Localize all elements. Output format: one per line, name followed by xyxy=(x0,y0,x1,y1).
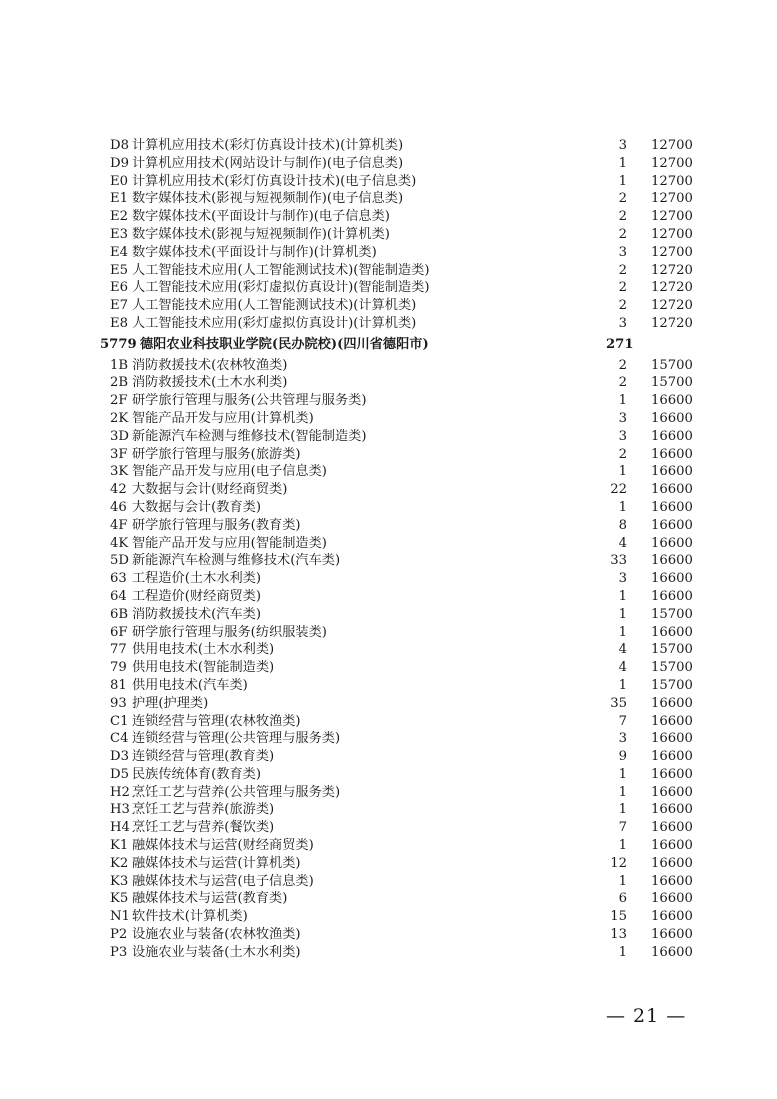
program-code: 2B xyxy=(110,375,129,391)
tuition-fee: 12720 xyxy=(651,280,693,296)
tuition-fee: 12700 xyxy=(651,226,693,242)
plan-count: 1 xyxy=(618,873,627,889)
plan-count: 1 xyxy=(618,766,627,782)
program-name: 人工智能技术应用(人工智能测试技术)(计算机类) xyxy=(132,298,417,314)
program-name: 研学旅行管理与服务(纺织服装类) xyxy=(132,624,327,640)
program-code: K2 xyxy=(110,855,129,871)
program-name: 大数据与会计(财经商贸类) xyxy=(132,482,288,498)
program-name: 新能源汽车检测与维修技术(智能制造类) xyxy=(132,428,367,444)
program-name: 大数据与会计(教育类) xyxy=(132,499,261,515)
tuition-fee: 15700 xyxy=(651,660,693,676)
table-row xyxy=(0,801,777,819)
rows-before-school xyxy=(0,137,777,333)
school-code: 5779 xyxy=(100,336,137,352)
table-row xyxy=(0,695,777,713)
table-row xyxy=(0,481,777,499)
table-row xyxy=(0,262,777,280)
plan-count: 4 xyxy=(618,660,627,676)
program-code: E0 xyxy=(110,173,129,189)
program-name: 工程造价(财经商贸类) xyxy=(132,588,261,604)
table-row xyxy=(0,641,777,659)
plan-count: 1 xyxy=(618,677,627,693)
plan-count: 9 xyxy=(618,749,627,765)
table-row xyxy=(0,535,777,553)
tuition-fee: 16600 xyxy=(651,802,693,818)
tuition-fee: 16600 xyxy=(651,820,693,836)
tuition-fee: 16600 xyxy=(651,784,693,800)
table-row xyxy=(0,588,777,606)
tuition-fee: 16600 xyxy=(651,428,693,444)
program-name: 连锁经营与管理(公共管理与服务类) xyxy=(132,731,341,747)
table-row xyxy=(0,410,777,428)
program-name: 研学旅行管理与服务(教育类) xyxy=(132,517,301,533)
program-code: D5 xyxy=(110,766,129,782)
table-row xyxy=(0,463,777,481)
program-code: K5 xyxy=(110,891,129,907)
program-name: 融媒体技术与运营(计算机类) xyxy=(132,855,301,871)
school-name: 德阳农业科技职业学院(民办院校)(四川省德阳市) xyxy=(140,336,429,352)
program-code: 3D xyxy=(110,428,129,444)
plan-count: 22 xyxy=(610,482,627,498)
rows-after-school xyxy=(0,357,777,962)
page-number: — 21 — xyxy=(606,1005,687,1027)
program-name: 民族传统体育(教育类) xyxy=(132,766,261,782)
table-row xyxy=(0,659,777,677)
program-code: 1B xyxy=(110,357,129,373)
program-name: 人工智能技术应用(彩灯虚拟仿真设计)(智能制造类) xyxy=(132,280,430,296)
program-name: 智能产品开发与应用(智能制造类) xyxy=(132,535,327,551)
program-name: 消防救援技术(农林牧渔类) xyxy=(132,357,288,373)
program-code: 77 xyxy=(110,642,127,658)
program-code: 4F xyxy=(110,517,128,533)
program-name: 烹饪工艺与营养(餐饮类) xyxy=(132,820,275,836)
program-code: K1 xyxy=(110,838,129,854)
tuition-fee: 16600 xyxy=(651,731,693,747)
table-row xyxy=(0,315,777,333)
plan-count: 2 xyxy=(618,262,627,278)
tuition-fee: 16600 xyxy=(651,588,693,604)
tuition-fee: 16600 xyxy=(651,838,693,854)
program-name: 智能产品开发与应用(计算机类) xyxy=(132,410,314,426)
program-code: 3K xyxy=(110,464,129,480)
plan-count: 2 xyxy=(618,191,627,207)
tuition-fee: 16600 xyxy=(651,909,693,925)
plan-count: 3 xyxy=(618,731,627,747)
plan-count: 12 xyxy=(610,855,627,871)
tuition-fee: 16600 xyxy=(651,944,693,960)
tuition-fee: 16600 xyxy=(651,517,693,533)
tuition-fee: 16600 xyxy=(651,749,693,765)
table-row xyxy=(0,173,777,191)
program-code: 3F xyxy=(110,446,128,462)
program-code: D3 xyxy=(110,749,129,765)
tuition-fee: 16600 xyxy=(651,624,693,640)
tuition-fee: 12700 xyxy=(651,155,693,171)
program-name: 计算机应用技术(彩灯仿真设计技术)(电子信息类) xyxy=(132,173,417,189)
plan-count: 3 xyxy=(618,244,627,260)
program-code: 6B xyxy=(110,606,129,622)
table-row xyxy=(0,244,777,262)
program-name: 消防救援技术(汽车类) xyxy=(132,606,261,622)
table-row xyxy=(0,357,777,375)
plan-count: 33 xyxy=(610,553,627,569)
plan-count: 2 xyxy=(618,298,627,314)
plan-count: 1 xyxy=(618,784,627,800)
program-code: E4 xyxy=(110,244,129,260)
program-name: 计算机应用技术(网站设计与制作)(电子信息类) xyxy=(132,155,404,171)
table-row xyxy=(0,279,777,297)
table-row xyxy=(0,208,777,226)
program-name: 数字媒体技术(影视与短视频制作)(计算机类) xyxy=(132,226,390,242)
enrollment-table xyxy=(0,137,777,962)
program-name: 消防救援技术(土木水利类) xyxy=(132,375,288,391)
plan-count: 7 xyxy=(618,713,627,729)
program-code: 2F xyxy=(110,393,128,409)
program-name: 研学旅行管理与服务(公共管理与服务类) xyxy=(132,393,367,409)
table-row xyxy=(0,137,777,155)
tuition-fee: 16600 xyxy=(651,393,693,409)
table-row xyxy=(0,226,777,244)
table-row xyxy=(0,552,777,570)
program-code: 93 xyxy=(110,695,127,711)
table-row xyxy=(0,297,777,315)
table-row xyxy=(0,392,777,410)
program-code: H3 xyxy=(110,802,130,818)
table-row xyxy=(0,784,777,802)
plan-count: 35 xyxy=(610,695,627,711)
program-name: 计算机应用技术(彩灯仿真设计技术)(计算机类) xyxy=(132,138,404,153)
plan-count: 1 xyxy=(618,606,627,622)
program-code: H4 xyxy=(110,820,130,836)
tuition-fee: 15700 xyxy=(651,642,693,658)
program-name: 融媒体技术与运营(教育类) xyxy=(132,891,288,907)
plan-count: 1 xyxy=(618,499,627,515)
program-code: P2 xyxy=(110,927,128,943)
tuition-fee: 16600 xyxy=(651,891,693,907)
table-row xyxy=(0,499,777,517)
plan-count: 1 xyxy=(618,624,627,640)
table-row xyxy=(0,428,777,446)
school-header-row xyxy=(0,336,777,354)
program-code: 79 xyxy=(110,660,127,676)
program-code: 6F xyxy=(110,624,128,640)
tuition-fee: 16600 xyxy=(651,766,693,782)
program-name: 烹饪工艺与营养(旅游类) xyxy=(132,802,275,818)
tuition-fee: 16600 xyxy=(651,482,693,498)
program-name: 供用电技术(智能制造类) xyxy=(132,660,275,676)
table-row xyxy=(0,713,777,731)
program-code: E8 xyxy=(110,315,129,331)
tuition-fee: 12700 xyxy=(651,209,693,225)
table-row xyxy=(0,517,777,535)
program-name: 融媒体技术与运营(电子信息类) xyxy=(132,873,314,889)
plan-count: 1 xyxy=(618,173,627,189)
program-code: E1 xyxy=(110,191,129,207)
plan-count: 3 xyxy=(618,410,627,426)
table-row xyxy=(0,890,777,908)
program-code: P3 xyxy=(110,944,128,960)
program-name: 数字媒体技术(影视与短视频制作)(电子信息类) xyxy=(132,191,404,207)
program-name: 人工智能技术应用(人工智能测试技术)(智能制造类) xyxy=(132,262,430,278)
tuition-fee: 15700 xyxy=(651,375,693,391)
table-row xyxy=(0,155,777,173)
table-row xyxy=(0,190,777,208)
table-row xyxy=(0,926,777,944)
plan-count: 15 xyxy=(610,909,627,925)
tuition-fee: 12700 xyxy=(651,244,693,260)
plan-count: 3 xyxy=(618,428,627,444)
plan-count: 7 xyxy=(618,820,627,836)
program-code: 63 xyxy=(110,571,127,587)
tuition-fee: 16600 xyxy=(651,464,693,480)
plan-count: 4 xyxy=(618,642,627,658)
tuition-fee: 15700 xyxy=(651,677,693,693)
school-total-count: 271 xyxy=(606,336,634,352)
table-row xyxy=(0,446,777,464)
plan-count: 3 xyxy=(618,138,627,153)
program-name: 数字媒体技术(平面设计与制作)(电子信息类) xyxy=(132,209,390,225)
plan-count: 1 xyxy=(618,588,627,604)
tuition-fee: 16600 xyxy=(651,499,693,515)
program-code: E7 xyxy=(110,298,129,314)
program-name: 供用电技术(土木水利类) xyxy=(132,642,275,658)
plan-count: 2 xyxy=(618,209,627,225)
plan-count: 1 xyxy=(618,393,627,409)
table-row xyxy=(0,570,777,588)
program-code: 81 xyxy=(110,677,127,693)
table-row xyxy=(0,944,777,962)
tuition-fee: 16600 xyxy=(651,695,693,711)
program-code: E3 xyxy=(110,226,129,242)
plan-count: 3 xyxy=(618,315,627,331)
plan-count: 1 xyxy=(618,802,627,818)
tuition-fee: 16600 xyxy=(651,410,693,426)
plan-count: 2 xyxy=(618,375,627,391)
tuition-fee: 16600 xyxy=(651,713,693,729)
program-code: 4K xyxy=(110,535,129,551)
program-name: 烹饪工艺与营养(公共管理与服务类) xyxy=(132,784,341,800)
tuition-fee: 16600 xyxy=(651,571,693,587)
tuition-fee: 15700 xyxy=(651,606,693,622)
plan-count: 6 xyxy=(618,891,627,907)
tuition-fee: 16600 xyxy=(651,855,693,871)
program-name: 设施农业与装备(土木水利类) xyxy=(132,944,301,960)
program-code: K3 xyxy=(110,873,129,889)
program-name: 软件技术(计算机类) xyxy=(132,909,248,925)
tuition-fee: 15700 xyxy=(651,357,693,373)
table-row xyxy=(0,748,777,766)
plan-count: 4 xyxy=(618,535,627,551)
table-row xyxy=(0,837,777,855)
table-row xyxy=(0,624,777,642)
program-code: 46 xyxy=(110,499,127,515)
program-name: 智能产品开发与应用(电子信息类) xyxy=(132,464,327,480)
plan-count: 2 xyxy=(618,446,627,462)
plan-count: 2 xyxy=(618,280,627,296)
plan-count: 2 xyxy=(618,357,627,373)
program-name: 连锁经营与管理(农林牧渔类) xyxy=(132,713,301,729)
program-name: 研学旅行管理与服务(旅游类) xyxy=(132,446,301,462)
plan-count: 8 xyxy=(618,517,627,533)
program-code: 5D xyxy=(110,553,129,569)
plan-count: 1 xyxy=(618,838,627,854)
tuition-fee: 16600 xyxy=(651,873,693,889)
program-code: E6 xyxy=(110,280,129,296)
program-name: 设施农业与装备(农林牧渔类) xyxy=(132,927,301,943)
table-row xyxy=(0,908,777,926)
program-code: H2 xyxy=(110,784,130,800)
program-code: C1 xyxy=(110,713,129,729)
program-name: 数字媒体技术(平面设计与制作)(计算机类) xyxy=(132,244,377,260)
program-code: C4 xyxy=(110,731,129,747)
tuition-fee: 16600 xyxy=(651,553,693,569)
program-code: 2K xyxy=(110,410,129,426)
program-name: 连锁经营与管理(教育类) xyxy=(132,749,275,765)
tuition-fee: 12720 xyxy=(651,315,693,331)
program-code: E5 xyxy=(110,262,129,278)
plan-count: 1 xyxy=(618,464,627,480)
plan-count: 1 xyxy=(618,944,627,960)
program-name: 新能源汽车检测与维修技术(汽车类) xyxy=(132,553,341,569)
tuition-fee: 16600 xyxy=(651,446,693,462)
program-code: N1 xyxy=(110,909,130,925)
tuition-fee: 12700 xyxy=(651,173,693,189)
table-row xyxy=(0,766,777,784)
program-name: 供用电技术(汽车类) xyxy=(132,677,248,693)
program-name: 融媒体技术与运营(财经商贸类) xyxy=(132,838,314,854)
plan-count: 3 xyxy=(618,571,627,587)
table-row xyxy=(0,819,777,837)
tuition-fee: 12720 xyxy=(651,262,693,278)
table-row xyxy=(0,855,777,873)
tuition-fee: 12700 xyxy=(651,138,693,153)
plan-count: 2 xyxy=(618,226,627,242)
table-row xyxy=(0,730,777,748)
plan-count: 1 xyxy=(618,155,627,171)
program-code: E2 xyxy=(110,209,129,225)
table-row xyxy=(0,873,777,891)
table-row xyxy=(0,374,777,392)
program-name: 人工智能技术应用(彩灯虚拟仿真设计)(计算机类) xyxy=(132,315,417,331)
table-row xyxy=(0,606,777,624)
tuition-fee: 12720 xyxy=(651,298,693,314)
tuition-fee: 12700 xyxy=(651,191,693,207)
tuition-fee: 16600 xyxy=(651,535,693,551)
program-code: 42 xyxy=(110,482,127,498)
plan-count: 13 xyxy=(610,927,627,943)
tuition-fee: 16600 xyxy=(651,927,693,943)
program-code: D8 xyxy=(110,138,129,153)
program-code: 64 xyxy=(110,588,127,604)
program-name: 工程造价(土木水利类) xyxy=(132,571,261,587)
program-name: 护理(护理类) xyxy=(132,695,209,711)
program-code: D9 xyxy=(110,155,129,171)
table-row xyxy=(0,677,777,695)
